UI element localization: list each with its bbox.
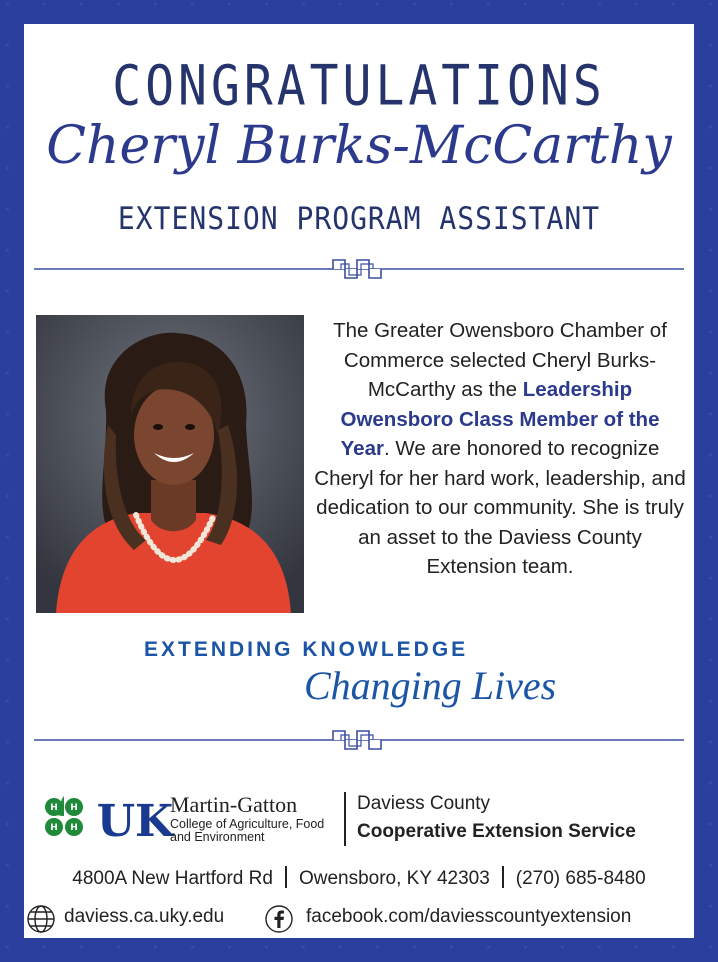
- service-name: Cooperative Extension Service: [357, 821, 636, 842]
- honoree-photo: [36, 315, 304, 613]
- phone-number: (270) 685-8480: [515, 868, 646, 889]
- award-title: Leadership Owensboro Class Member of the Year: [340, 378, 660, 460]
- street-address: 4800A New Hartford Rd: [72, 868, 273, 889]
- website-link[interactable]: daviess.ca.uky.edu: [64, 906, 225, 927]
- web-line: [24, 902, 694, 936]
- college-name: Martin-Gatton: [170, 792, 298, 817]
- announcement-part1: The Greater Owensboro Chamber of Commerce selected Cheryl Burks-McCarthy as the: [333, 319, 667, 401]
- bottom-divider: [34, 729, 684, 753]
- top-divider: [34, 258, 684, 282]
- svg-text:H: H: [70, 823, 78, 833]
- announcement-part2: . We are honored to recognize Cheryl for her hard work, leadership, and dedication to our community. She is truly an asset to the Daviess County Extension team.: [314, 437, 686, 578]
- logo-separator: [344, 792, 346, 846]
- tagline-line1: EXTENDING KNOWLEDGE: [144, 638, 469, 661]
- phone-separator: [502, 866, 504, 888]
- college-subtitle: College of Agriculture, Food and Environment: [170, 817, 325, 844]
- facebook-link[interactable]: facebook.com/daviesscountyextension: [306, 906, 632, 927]
- honoree-name: Cheryl Burks-McCarthy: [46, 116, 672, 176]
- contact-line: [24, 866, 694, 890]
- county-name: Daviess County: [357, 793, 491, 814]
- announcement-text: [314, 316, 686, 582]
- globe-icon: [26, 904, 56, 934]
- svg-text:H: H: [50, 803, 58, 813]
- flyer-card: [24, 24, 694, 938]
- facebook-icon: [264, 904, 294, 934]
- address-separator: [285, 866, 287, 888]
- uk-logo-icon: [96, 794, 174, 847]
- svg-text:H: H: [70, 803, 78, 813]
- city-state-zip: Owensboro, KY 42303: [298, 868, 490, 889]
- honoree-role: EXTENSION PROGRAM ASSISTANT: [117, 200, 601, 237]
- svg-text:H: H: [50, 823, 58, 833]
- tagline-line2: Changing Lives: [304, 663, 557, 708]
- four-h-clover-icon: [40, 794, 88, 842]
- svg-text:UK: UK: [96, 796, 174, 847]
- congratulations-heading: CONGRATULATIONS: [112, 53, 606, 119]
